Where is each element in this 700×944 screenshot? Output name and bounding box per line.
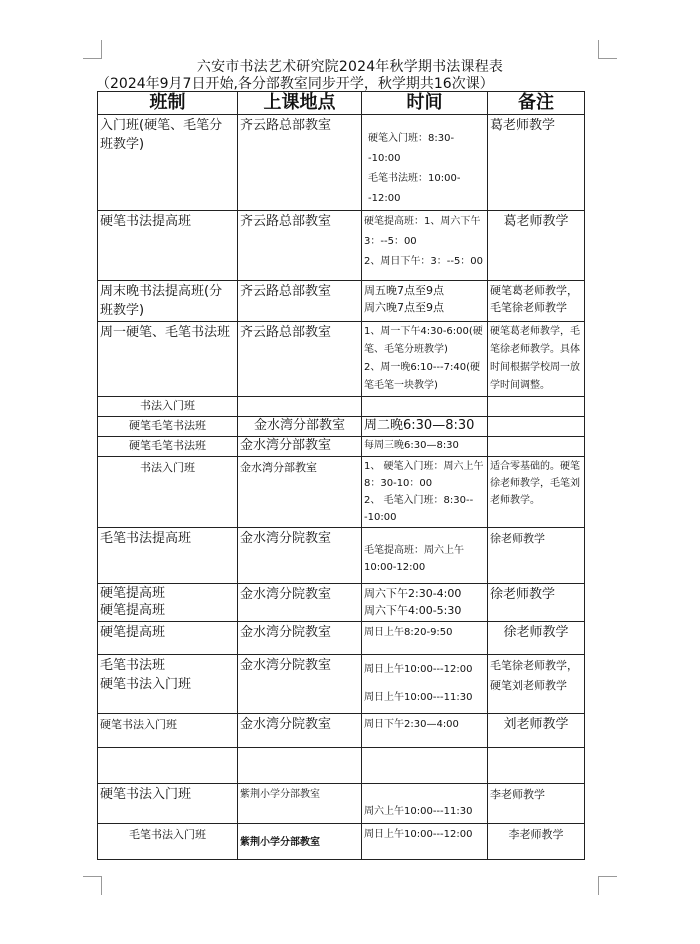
location-cell: 紫荆小学分部教室 — [238, 784, 362, 824]
class-cell: 毛笔书法班 硬笔书法入门班 — [98, 655, 238, 714]
note-cell: 徐老师教学 — [488, 622, 585, 655]
time-cell — [362, 397, 488, 417]
class-cell: 周一硬笔、毛笔书法班 — [98, 322, 238, 397]
time-cell: 周日上午8:20-9:50 — [362, 622, 488, 655]
note-cell: 李老师教学 — [488, 824, 585, 860]
table-row — [98, 584, 585, 622]
location-cell: 齐云路总部教室 — [238, 211, 362, 281]
document-subtitle: （2024年9月7日开始,各分部教室同步开学，秋学期共16次课） — [96, 76, 494, 92]
header-class: 班制 — [98, 92, 238, 115]
note-cell: 徐老师教学 — [488, 528, 585, 584]
header-row — [98, 92, 585, 115]
note-cell: 徐老师教学 — [488, 584, 585, 622]
table-row — [98, 417, 585, 437]
time-cell: 周二晚6:30—8:30 — [362, 417, 488, 437]
time-line: 1、 硬笔入门班：周六上午8：30-10：00 — [364, 461, 484, 489]
class-cell: 硬笔书法提高班 — [98, 211, 238, 281]
table-row — [98, 622, 585, 655]
location-cell: 齐云路总部教室 — [238, 281, 362, 322]
note-cell — [488, 417, 585, 437]
location-cell — [238, 748, 362, 784]
note-cell: 葛老师教学 — [488, 211, 585, 281]
table-row — [98, 824, 585, 860]
class-cell: 毛笔书法入门班 — [98, 824, 238, 860]
time-line: 周日上午10:00---11:30 — [364, 692, 473, 703]
time-cell — [362, 655, 488, 714]
location-cell: 金水湾分院教室 — [238, 655, 362, 714]
class-cell: 书法入门班 — [98, 457, 238, 528]
time-line: 硬笔提高班：1、周六下午3：--5：00 — [364, 216, 481, 247]
note-cell — [488, 748, 585, 784]
class-cell: 硬笔提高班 硬笔提高班 — [98, 584, 238, 622]
class-cell: 书法入门班 — [98, 397, 238, 417]
time-cell: 毛笔提高班：周六上午10:00-12:00 — [362, 528, 488, 584]
table-row — [98, 281, 585, 322]
time-line: 毛笔书法班：10:00--12:00 — [368, 173, 461, 204]
time-line: 周五晚7点至9点 — [364, 284, 444, 297]
time-cell — [362, 457, 488, 528]
time-line: 硬笔入门班：8:30--10:00 — [368, 133, 455, 164]
table-row — [98, 655, 585, 714]
time-cell — [362, 115, 488, 211]
time-line: 周六下午2:30-4:00 — [364, 587, 462, 600]
note-cell — [488, 397, 585, 417]
time-cell — [362, 748, 488, 784]
time-line: 2、 毛笔入门班：8:30---10:00 — [364, 495, 474, 523]
time-line: 周日上午10:00---12:00 — [364, 664, 473, 675]
time-cell: 周日上午10:00---12:00 — [362, 824, 488, 860]
class-cell: 硬笔书法入门班 — [98, 784, 238, 824]
note-cell: 刘老师教学 — [488, 714, 585, 748]
location-cell: 金水湾分部教室 — [238, 457, 362, 528]
time-cell — [362, 584, 488, 622]
location-cell: 金水湾分院教室 — [238, 714, 362, 748]
time-line: 2、周日下午：3：--5：00 — [364, 256, 484, 267]
crop-mark-bottom-left — [83, 876, 102, 895]
location-cell: 金水湾分院教室 — [238, 528, 362, 584]
location-cell — [238, 397, 362, 417]
time-cell: 每周三晚6:30—8:30 — [362, 437, 488, 457]
note-cell: 李老师教学 — [488, 784, 585, 824]
time-line: 2、周一晚6:10---7:40(硬笔毛笔一块教学) — [364, 362, 481, 391]
time-line: 周六下午4:00-5:30 — [364, 604, 462, 617]
note-cell — [488, 437, 585, 457]
table-row — [98, 397, 585, 417]
location-cell: 齐云路总部教室 — [238, 322, 362, 397]
class-cell: 硬笔书法入门班 — [98, 714, 238, 748]
location-cell: 齐云路总部教室 — [238, 115, 362, 211]
note-cell: 硬笔葛老师教学，毛笔徐老师教学 — [488, 281, 585, 322]
document-title: 六安市书法艺术研究院2024年秋学期书法课程表 — [196, 59, 504, 75]
location-cell: 金水湾分部教室 — [238, 437, 362, 457]
class-cell: 入门班(硬笔、毛笔分班教学) — [98, 115, 238, 211]
header-time: 时间 — [362, 92, 488, 115]
crop-mark-bottom-right — [598, 876, 617, 895]
location-cell: 金水湾分部教室 — [238, 417, 362, 437]
time-cell — [362, 322, 488, 397]
time-cell: 周日下午2:30—4:00 — [362, 714, 488, 748]
time-line: 1、周一下午4:30-6:00(硬笔、毛笔分班教学) — [364, 326, 483, 355]
note-cell: 硬笔葛老师教学，毛笔徐老师教学。具体时间根据学校周一放学时间调整。 — [488, 322, 585, 397]
schedule-table — [97, 91, 585, 860]
note-cell: 适合零基础的。硬笔徐老师教学，毛笔刘老师教学。 — [488, 457, 585, 528]
class-cell: 毛笔书法提高班 — [98, 528, 238, 584]
time-cell: 周六上午10:00---11:30 — [362, 784, 488, 824]
table-row — [98, 714, 585, 748]
time-cell — [362, 211, 488, 281]
time-cell — [362, 281, 488, 322]
note-cell: 毛笔徐老师教学，硬笔刘老师教学 — [488, 655, 585, 714]
table-row — [98, 748, 585, 784]
table-row — [98, 115, 585, 211]
header-note: 备注 — [488, 92, 585, 115]
table-row — [98, 528, 585, 584]
table-row — [98, 211, 585, 281]
note-cell: 葛老师教学 — [488, 115, 585, 211]
class-cell: 硬笔毛笔书法班 — [98, 417, 238, 437]
table-row — [98, 784, 585, 824]
location-cell: 紫荆小学分部教室 — [238, 824, 362, 860]
location-cell: 金水湾分院教室 — [238, 584, 362, 622]
table-row — [98, 457, 585, 528]
class-cell — [98, 748, 238, 784]
class-cell: 周末晚书法提高班(分班教学) — [98, 281, 238, 322]
table-row — [98, 322, 585, 397]
class-cell: 硬笔毛笔书法班 — [98, 437, 238, 457]
class-cell: 硬笔提高班 — [98, 622, 238, 655]
time-line: 周六晚7点至9点 — [364, 301, 444, 314]
location-cell: 金水湾分院教室 — [238, 622, 362, 655]
table-row — [98, 437, 585, 457]
header-location: 上课地点 — [238, 92, 362, 115]
